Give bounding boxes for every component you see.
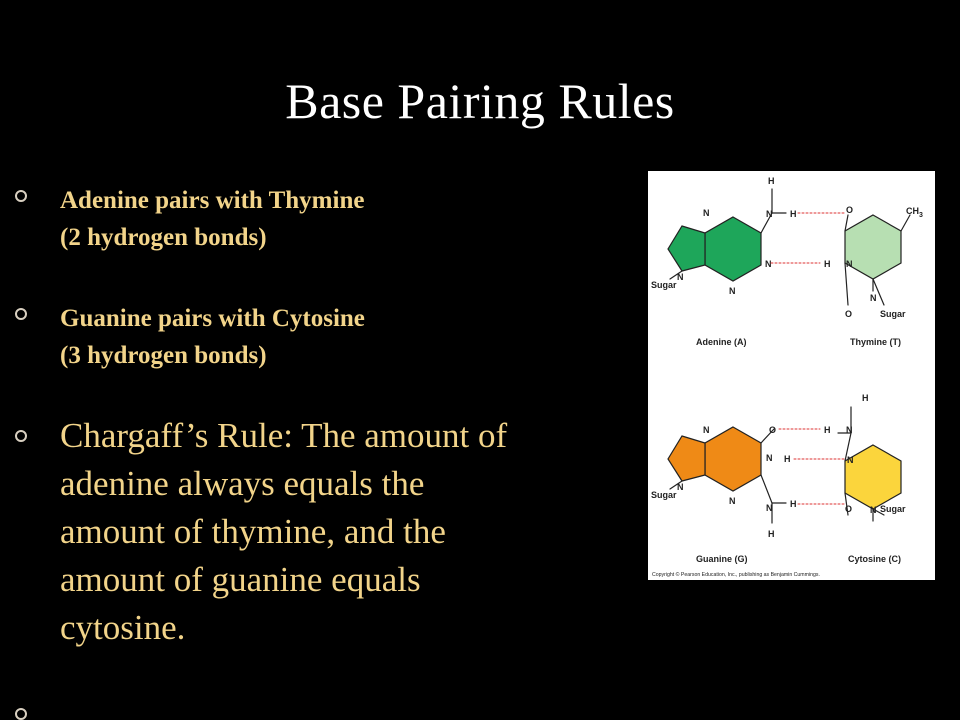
atom-n: N: [870, 505, 877, 515]
thymine-structure: [824, 205, 923, 319]
atom-o: O: [769, 425, 777, 435]
bullet-line: Chargaff’s Rule: The amount of: [60, 416, 508, 455]
bullet-line: adenine always equals the: [60, 464, 425, 503]
bullet-line: amount of guanine equals: [60, 560, 421, 599]
slide-title: Base Pairing Rules: [285, 73, 675, 129]
atom-n: N: [870, 293, 877, 303]
atom-n: N: [677, 272, 684, 282]
bullet-circle-icon: [15, 190, 27, 202]
bullet-circle-icon: [15, 430, 27, 442]
bullet-guanine-cytosine: [60, 300, 620, 374]
atom-n: N: [766, 453, 773, 463]
atom-h: H: [784, 454, 791, 464]
cytosine-label: Cytosine (C): [848, 554, 902, 564]
bullet-line: amount of thymine, and the: [60, 512, 446, 551]
atom-n: N: [703, 208, 710, 218]
bullet-adenine-thymine: [60, 182, 620, 256]
atom-h: H: [790, 209, 797, 219]
atom-n: N: [846, 259, 853, 269]
atom-ch3: $CH_3$: [906, 206, 923, 219]
bullet-line: cytosine.: [60, 608, 186, 647]
guanine-label: Guanine (G): [696, 554, 748, 564]
bullet-line: Adenine pairs with Thymine: [60, 187, 365, 214]
bullet-circle-icon: [15, 308, 27, 320]
atom-o: O: [845, 504, 853, 514]
guanine-structure: [651, 425, 797, 539]
base-pairing-figure: [648, 171, 935, 580]
sugar-label: Sugar: [651, 280, 677, 290]
sugar-label: Sugar: [651, 490, 677, 500]
atom-n: N: [766, 503, 773, 513]
atom-o: O: [845, 309, 853, 319]
atom-n: N: [729, 496, 736, 506]
atom-h: H: [768, 529, 775, 539]
atom-n: N: [766, 209, 773, 219]
base-pairing-diagram: [648, 171, 935, 580]
atom-n: N: [703, 425, 710, 435]
atom-h: H: [790, 499, 797, 509]
atom-n: N: [847, 455, 854, 465]
bullet-line: (3 hydrogen bonds): [60, 342, 267, 369]
atom-o: O: [846, 205, 854, 215]
atom-n: N: [729, 286, 736, 296]
atom-h: H: [824, 425, 831, 435]
sugar-label: Sugar: [880, 504, 906, 514]
thymine-label: Thymine (T): [850, 337, 901, 347]
cytosine-structure: [824, 393, 906, 521]
bullet-line: Guanine pairs with Cytosine: [60, 305, 365, 332]
atom-n: N: [677, 482, 684, 492]
sugar-label: Sugar: [880, 309, 906, 319]
atom-n: N: [765, 259, 772, 269]
atom-n: N: [846, 425, 853, 435]
adenine-label: Adenine (A): [696, 337, 747, 347]
atom-h: H: [824, 259, 831, 269]
atom-h: H: [862, 393, 869, 403]
adenine-structure: [651, 176, 797, 296]
atom-h: H: [768, 176, 775, 186]
bullet-line: (2 hydrogen bonds): [60, 224, 267, 251]
bullet-circle-icon: [15, 708, 27, 720]
bullet-chargaffs-rule: [60, 412, 620, 652]
copyright-credit: Copyright © Pearson Education, Inc., publishing as Benjamin Cummings.: [652, 572, 820, 578]
